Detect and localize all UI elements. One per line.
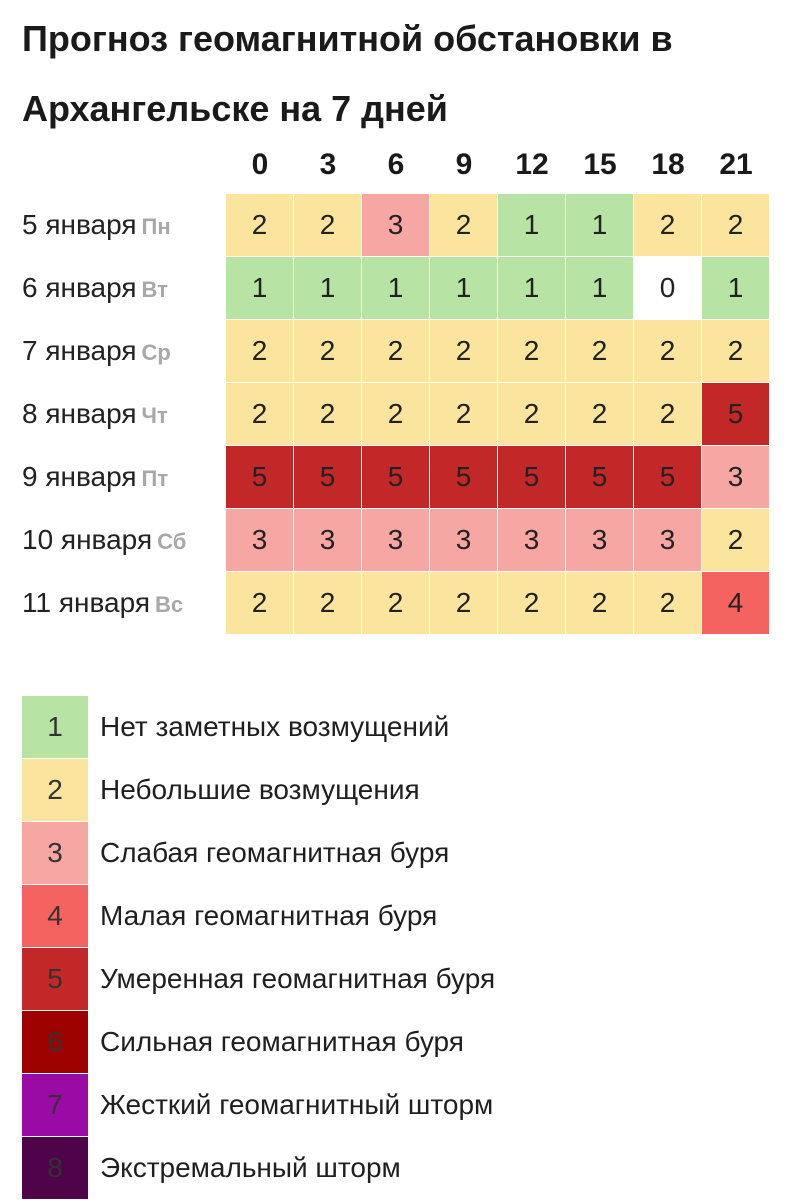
heatmap-cell: 1 [566,257,633,319]
hour-label: 6 [387,148,405,181]
heatmap-cell: 2 [566,320,633,382]
legend-item [22,885,495,947]
legend-label: Умеренная геомагнитная буря [100,963,496,994]
legend-swatch: 4 [22,885,88,947]
legend-label: Небольшие возмущения [100,774,420,805]
heatmap-cell: 2 [634,383,701,445]
table-row [0,194,770,256]
heatmap-cell: 5 [226,446,293,508]
heatmap-cell: 2 [702,509,769,571]
heatmap-cell: 2 [702,194,769,256]
table-row [0,572,770,634]
legend-item [22,822,495,884]
heatmap-cell: 3 [634,509,701,571]
heatmap-cell: 2 [226,320,293,382]
heatmap-cell: 1 [702,257,769,319]
row-label [0,320,226,382]
heatmap-cell: 3 [294,509,361,571]
legend-label: Малая геомагнитная буря [100,900,438,931]
hour-label: 3 [319,148,337,181]
heatmap-cell: 5 [566,446,633,508]
heatmap-cell: 2 [362,383,429,445]
weekday-label: Сб [157,529,187,554]
heatmap-cell: 2 [634,194,701,256]
legend-swatch: 2 [22,759,88,821]
heatmap-cell: 3 [430,509,497,571]
legend-item [22,759,495,821]
row-label [0,194,226,256]
heatmap-cell: 1 [294,257,361,319]
hour-label: 21 [719,148,753,181]
legend-swatch: 7 [22,1074,88,1136]
row-label [0,446,226,508]
weekday-label: Вт [141,277,168,302]
legend-item [22,1074,495,1136]
heatmap-cell: 1 [226,257,293,319]
legend-swatch: 8 [22,1137,88,1199]
heatmap-cell: 5 [362,446,429,508]
legend-swatch: 5 [22,948,88,1010]
heatmap-cell: 2 [498,383,565,445]
heatmap-cell: 5 [634,446,701,508]
heatmap-cell: 2 [566,572,633,634]
legend-item [22,1137,495,1199]
heatmap-cell: 5 [430,446,497,508]
heatmap-cell: 2 [498,572,565,634]
heatmap-cell: 2 [498,320,565,382]
hour-header-row [226,140,770,190]
heatmap-cell: 2 [566,383,633,445]
heatmap-cell: 2 [430,572,497,634]
row-label [0,383,226,445]
row-label [0,572,226,634]
heatmap-cell: 2 [226,572,293,634]
weekday-label: Вс [155,592,184,617]
date-label: 9 января [22,461,137,492]
legend [22,696,495,1200]
heatmap-cell: 1 [498,257,565,319]
table-row [0,257,770,319]
date-label: 8 января [22,398,137,429]
heatmap-cell: 2 [362,320,429,382]
table-row [0,320,770,382]
heatmap-cell: 5 [498,446,565,508]
heatmap-cell: 2 [294,320,361,382]
table-row [0,509,770,571]
weekday-label: Пт [141,466,169,491]
forecast-grid [0,194,770,635]
heatmap-cell: 1 [566,194,633,256]
table-row [0,383,770,445]
hour-label: 15 [583,148,617,181]
table-row [0,446,770,508]
hour-label: 9 [455,148,473,181]
legend-item [22,948,495,1010]
legend-label: Слабая геомагнитная буря [100,837,450,868]
heatmap-cell: 5 [294,446,361,508]
heatmap-cell: 2 [702,320,769,382]
heatmap-cell: 2 [294,194,361,256]
heatmap-cell: 3 [362,194,429,256]
date-label: 11 января [22,587,151,618]
weekday-label: Пн [141,214,171,239]
legend-label: Сильная геомагнитная буря [100,1026,464,1057]
heatmap-cell: 3 [226,509,293,571]
legend-swatch: 3 [22,822,88,884]
heatmap-cell: 3 [566,509,633,571]
heatmap-cell: 3 [498,509,565,571]
weekday-label: Ср [141,340,171,365]
heatmap-cell: 4 [702,572,769,634]
heatmap-cell: 2 [430,194,497,256]
legend-label: Жесткий геомагнитный шторм [100,1089,494,1120]
legend-item [22,1011,495,1073]
heatmap-cell: 3 [362,509,429,571]
hour-label: 12 [515,148,549,181]
date-label: 5 января [22,209,137,240]
legend-swatch: 6 [22,1011,88,1073]
hour-label: 18 [651,148,685,181]
heatmap-cell: 2 [634,320,701,382]
heatmap-cell: 2 [226,194,293,256]
heatmap-cell: 2 [430,383,497,445]
heatmap-cell: 2 [294,572,361,634]
legend-label: Нет заметных возмущений [100,711,450,742]
heatmap-cell: 2 [226,383,293,445]
date-label: 7 января [22,335,137,366]
heatmap-cell: 0 [634,257,701,319]
weekday-label: Чт [141,403,168,428]
heatmap-cell: 2 [634,572,701,634]
heatmap-cell: 5 [702,383,769,445]
row-label [0,509,226,571]
heatmap-cell: 1 [430,257,497,319]
legend-swatch: 1 [22,696,88,758]
legend-item [22,696,495,758]
heatmap-cell: 1 [362,257,429,319]
legend-label: Экстремальный шторм [100,1152,401,1183]
heatmap-cell: 2 [294,383,361,445]
date-label: 10 января [22,524,153,555]
row-label [0,257,226,319]
heatmap-cell: 2 [362,572,429,634]
page-title: Прогноз геомагнитной обстановки в Архангельске на 7 дней [22,18,673,129]
hour-label: 0 [251,148,269,181]
heatmap-cell: 3 [702,446,769,508]
date-label: 6 января [22,272,137,303]
heatmap-cell: 2 [430,320,497,382]
heatmap-cell: 1 [498,194,565,256]
